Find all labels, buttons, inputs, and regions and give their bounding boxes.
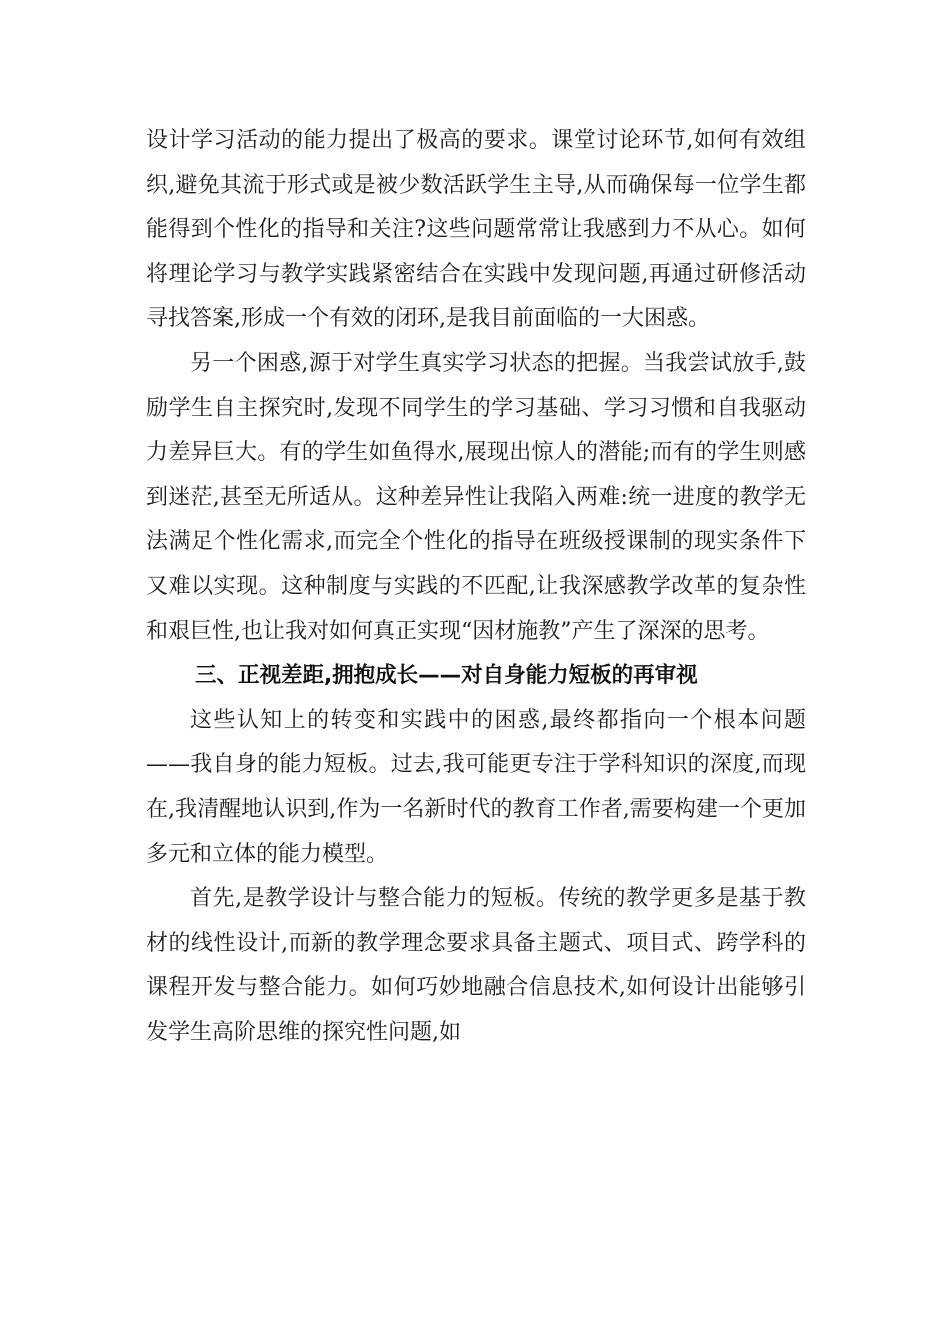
document-body	[146, 119, 806, 1055]
section-heading-three: 三、正视差距,拥抱成长——对自身能力短板的再审视	[195, 663, 698, 689]
paragraph-student-learning-state: 另一个困惑,源于对学生真实学习状态的把握。当我尝试放手,鼓励学生自主探究时,发现不同学生的学习基础、学习习惯和自我驱动力差异巨大。有的学生如鱼得水,展现出惊人的潜能;而有的学生则感到迷茫,甚至无所适从。这种差异性让我陷入两难:统一进度的教学无法满足个性化需求,而完全个性化的指导在班级授课制的现实条件下又难以实现。这种制度与实践的不匹配,让我深感教学改革的复杂性和艰巨性,也让我对如何真正实现“因材施教”产生了深深的思考。	[146, 350, 806, 644]
paragraph-teaching-design-gap: 首先,是教学设计与整合能力的短板。传统的教学更多是基于教材的线性设计,而新的教学理念要求具备主题式、项目式、跨学科的课程开发与整合能力。如何巧妙地融合信息技术,如何设计出能够引发学生高阶思维的探究性问题,如	[146, 886, 806, 1045]
paragraph-capability-gap: 这些认知上的转变和实践中的困惑,最终都指向一个根本问题——我自身的能力短板。过去,我可能更专注于学科知识的深度,而现在,我清醒地认识到,作为一名新时代的教育工作者,需要构建一个更加多元和立体的能力模型。	[146, 707, 806, 867]
paragraph-continuation: 设计学习活动的能力提出了极高的要求。课堂讨论环节,如何有效组织,避免其流于形式或是被少数活跃学生主导,从而确保每一位学生都能得到个性化的指导和关注?这些问题常常让我感到力不从心。如何将理论学习与教学实践紧密结合在实践中发现问题,再通过研修活动寻找答案,形成一个有效的闭环,是我目前面临的一大困惑。	[146, 128, 806, 332]
